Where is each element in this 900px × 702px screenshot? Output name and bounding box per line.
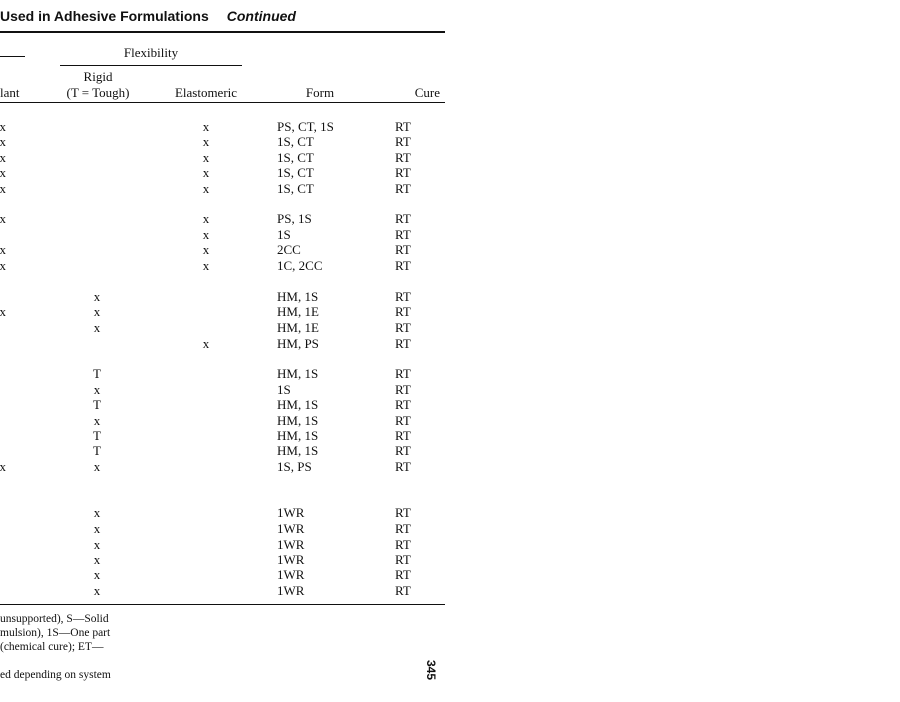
sealant-cell: x: [0, 150, 6, 165]
form-cell: PS, CT, 1S: [277, 119, 334, 134]
form-cell: 1S, PS: [277, 459, 312, 474]
table-title: [0, 8, 296, 24]
form-cell: 1WR: [277, 537, 305, 552]
rigid-cell: x: [93, 289, 101, 304]
rigid-cell: T: [93, 443, 101, 458]
continued-label: Continued: [226, 8, 296, 24]
cure-cell: RT: [395, 289, 411, 304]
rigid-cell: T: [93, 397, 101, 412]
cure-cell: RT: [395, 382, 411, 397]
cure-cell: RT: [395, 165, 411, 180]
cure-cell: RT: [395, 397, 411, 412]
page-number: 345: [424, 660, 438, 681]
form-cell: 1WR: [277, 505, 305, 520]
form-cell: PS, 1S: [277, 211, 312, 226]
form-cell: HM, 1S: [277, 289, 319, 304]
form-cell: 1WR: [277, 521, 305, 536]
sealant-cell: x: [0, 211, 6, 226]
elastomeric-cell: x: [202, 211, 210, 226]
cure-cell: RT: [395, 521, 411, 536]
elastomeric-cell: x: [202, 258, 210, 273]
cure-cell: RT: [395, 227, 411, 242]
table-title-text: Used in Adhesive Formulations: [0, 8, 209, 24]
sealant-cell: x: [0, 181, 6, 196]
cure-header: Cure: [414, 85, 440, 100]
elastomeric-cell: x: [202, 242, 210, 257]
flexibility-header: Flexibility: [123, 45, 179, 60]
cure-cell: RT: [395, 537, 411, 552]
rigid-cell: x: [93, 505, 101, 520]
rigid-cell: T: [93, 366, 101, 381]
footnote-line: unsupported), S—Solid: [0, 613, 109, 625]
form-cell: 1S, CT: [277, 150, 314, 165]
footnote-line: (chemical cure); ET—: [0, 641, 104, 653]
form-cell: 1C, 2CC: [277, 258, 323, 273]
cure-cell: RT: [395, 567, 411, 582]
header-rule: [0, 102, 445, 103]
rigid-header-line1: Rigid: [83, 69, 113, 84]
cure-cell: RT: [395, 459, 411, 474]
cure-cell: RT: [395, 583, 411, 598]
cure-cell: RT: [395, 320, 411, 335]
cure-cell: RT: [395, 443, 411, 458]
rigid-cell: x: [93, 567, 101, 582]
sealant-cell: x: [0, 119, 6, 134]
sealant-cell: x: [0, 242, 6, 257]
cure-cell: RT: [395, 242, 411, 257]
form-cell: 1S, CT: [277, 134, 314, 149]
sealant-cell: x: [0, 304, 6, 319]
elastomeric-cell: x: [202, 336, 210, 351]
rigid-cell: x: [93, 459, 101, 474]
rigid-cell: x: [93, 413, 101, 428]
rigid-cell: x: [93, 537, 101, 552]
elastomeric-cell: x: [202, 165, 210, 180]
rigid-cell: x: [93, 583, 101, 598]
form-cell: 1WR: [277, 552, 305, 567]
form-cell: 1WR: [277, 567, 305, 582]
form-cell: HM, 1S: [277, 428, 319, 443]
cure-cell: RT: [395, 552, 411, 567]
form-cell: HM, 1E: [277, 320, 319, 335]
flexibility-rule: [60, 65, 242, 66]
form-cell: HM, PS: [277, 336, 319, 351]
cure-cell: RT: [395, 134, 411, 149]
cure-cell: RT: [395, 413, 411, 428]
rigid-header-line2: (T = Tough): [66, 85, 130, 100]
form-cell: HM, 1S: [277, 413, 319, 428]
sealant-header: lant: [0, 85, 20, 100]
elastomeric-cell: x: [202, 150, 210, 165]
cure-cell: RT: [395, 505, 411, 520]
form-cell: HM, 1S: [277, 397, 319, 412]
form-header: Form: [305, 85, 335, 100]
form-cell: 2CC: [277, 242, 301, 257]
cure-cell: RT: [395, 304, 411, 319]
footnote-line: ed depending on system: [0, 669, 111, 681]
form-cell: HM, 1S: [277, 443, 319, 458]
cure-cell: RT: [395, 211, 411, 226]
form-cell: 1S: [277, 227, 291, 242]
sealant-cell: x: [0, 134, 6, 149]
rigid-cell: x: [93, 304, 101, 319]
sealant-group-rule: [0, 56, 25, 57]
form-cell: 1S: [277, 382, 291, 397]
elastomeric-cell: x: [202, 134, 210, 149]
rigid-cell: x: [93, 552, 101, 567]
elastomeric-cell: x: [202, 181, 210, 196]
sealant-cell: x: [0, 258, 6, 273]
sealant-cell: x: [0, 459, 6, 474]
cure-cell: RT: [395, 428, 411, 443]
cure-cell: RT: [395, 336, 411, 351]
rigid-cell: x: [93, 521, 101, 536]
cure-cell: RT: [395, 366, 411, 381]
cure-cell: RT: [395, 150, 411, 165]
bottom-rule: [0, 604, 445, 605]
sealant-cell: x: [0, 165, 6, 180]
elastomeric-cell: x: [202, 119, 210, 134]
rigid-cell: x: [93, 382, 101, 397]
cure-cell: RT: [395, 258, 411, 273]
form-cell: 1WR: [277, 583, 305, 598]
cure-cell: RT: [395, 181, 411, 196]
elastomeric-header: Elastomeric: [174, 85, 238, 100]
top-rule: [0, 31, 445, 33]
form-cell: HM, 1S: [277, 366, 319, 381]
footnote-line: mulsion), 1S—One part: [0, 627, 111, 639]
form-cell: 1S, CT: [277, 165, 314, 180]
form-cell: 1S, CT: [277, 181, 314, 196]
rigid-cell: x: [93, 320, 101, 335]
cure-cell: RT: [395, 119, 411, 134]
elastomeric-cell: x: [202, 227, 210, 242]
rigid-cell: T: [93, 428, 101, 443]
form-cell: HM, 1E: [277, 304, 319, 319]
